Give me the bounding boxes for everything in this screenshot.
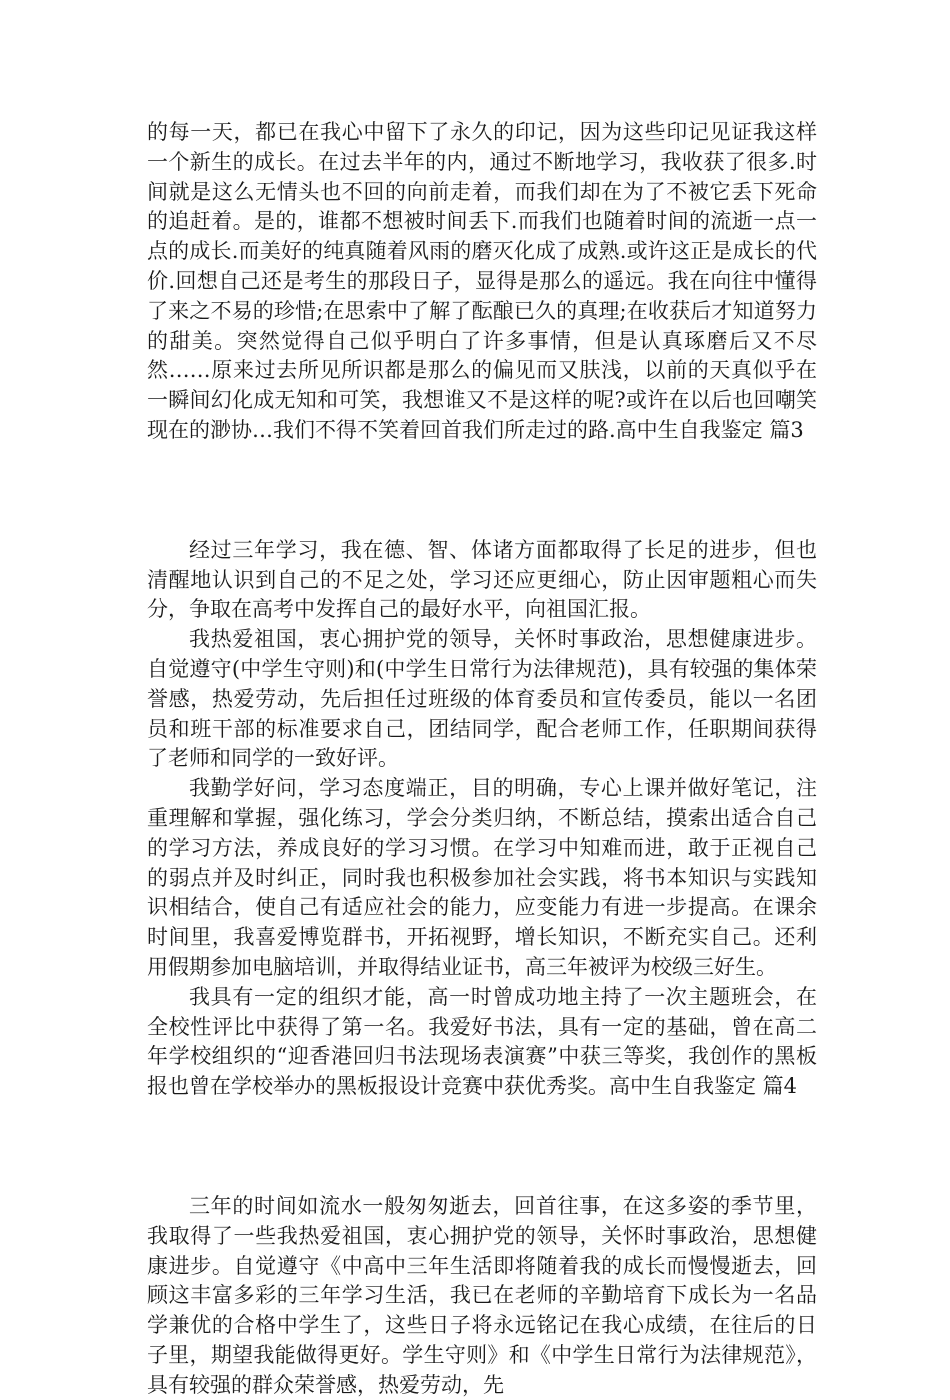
paragraph-s4-intro: 三年的时间如流水一般匆匆逝去，回首往事，在这多姿的季节里，我取得了一些我热爱祖国，衷心拥护党的领导，关怀时事政治，思想健康进步。自觉遵守《中高中三年生活即将随着我的成长而慢慢逝去，回顾这丰富多彩的三年学习生活，我已在老师的辛勤培育下成长为一名品学兼优的合格中学生了，这些日子将永远铭记在我心成绩，在往后的日子里，期望我能做得更好。学生守则》和《中学生日常行为法律规范》，具有较强的群众荣誉感，热爱劳动，先: [147, 1193, 817, 1397]
paragraph-s3-intro: 经过三年学习，我在德、智、体诸方面都取得了长足的进步，但也清醒地认识到自己的不足之处，学习还应更细心，防止因审题粗心而失分，争取在高考中发挥自己的最好水平，向祖国汇报。: [147, 537, 817, 622]
section-gap: [147, 446, 817, 536]
document-page: [147, 118, 817, 1400]
paragraph-continuation: 的每一天，都已在我心中留下了永久的印记，因为这些印记见证我这样一个新生的成长。在过去半年的内，通过不断地学习，我收获了很多.时间就是这么无情头也不回的向前走着，而我们却在为了不被它丢下死命的追赶着。是的，谁都不想被时间丢下.而我们也随着时间的流逝一点一点的成长.而美好的纯真随着风雨的磨灭化成了成熟.或许这正是成长的代价.回想自己还是考生的那段日子，显得是那么的遥远。我在向往中懂得了来之不易的珍惜;在思索中了解了酝酿已久的真理;在收获后才知道努力的甜美。突然觉得自己似乎明白了许多事情，但是认真琢磨后又不尽然……原来过去所见所识都是那么的偏见而又肤浅，以前的天真似乎在一瞬间幻化成无知和可笑，我想谁又不是这样的呢?或许在以后也回嘲笑现在的渺协…我们不得不笑着回首我们所走过的路.高中生自我鉴定 篇3: [147, 120, 817, 442]
paragraph-s3-patriotism: 我热爱祖国，衷心拥护党的领导，关怀时事政治，思想健康进步。自觉遵守(中学生守则)和(中学生日常行为法律规范)，具有较强的集体荣誉感，热爱劳动，先后担任过班级的体育委员和宣传委员，能以一名团员和班干部的标准要求自己，团结同学，配合老师工作，任职期间获得了老师和同学的一致好评。: [147, 627, 817, 771]
section-gap: [147, 1102, 817, 1192]
paragraph-s3-study: 我勤学好问，学习态度端正，目的明确，专心上课并做好笔记，注重理解和掌握，强化练习，学会分类归纳，不断总结，摸索出适合自己的学习方法，养成良好的学习习惯。在学习中知难而进，敢于正视自己的弱点并及时纠正，同时我也积极参加社会实践，将书本知识与实践知识相结合，使自己有适应社会的能力，应变能力有进一步提高。在课余时间里，我喜爱博览群书，开拓视野，增长知识，不断充实自己。还利用假期参加电脑培训，并取得结业证书，高三年被评为校级三好生。: [147, 776, 817, 979]
paragraph-s3-organization: 我具有一定的组织才能，高一时曾成功地主持了一次主题班会，在全校性评比中获得了第一名。我爱好书法，具有一定的基础，曾在高二年学校组织的“迎香港回归书法现场表演赛”中获三等奖，我创作的黑板报也曾在学校举办的黑板报设计竞赛中获优秀奖。高中生自我鉴定 篇4: [147, 984, 817, 1099]
